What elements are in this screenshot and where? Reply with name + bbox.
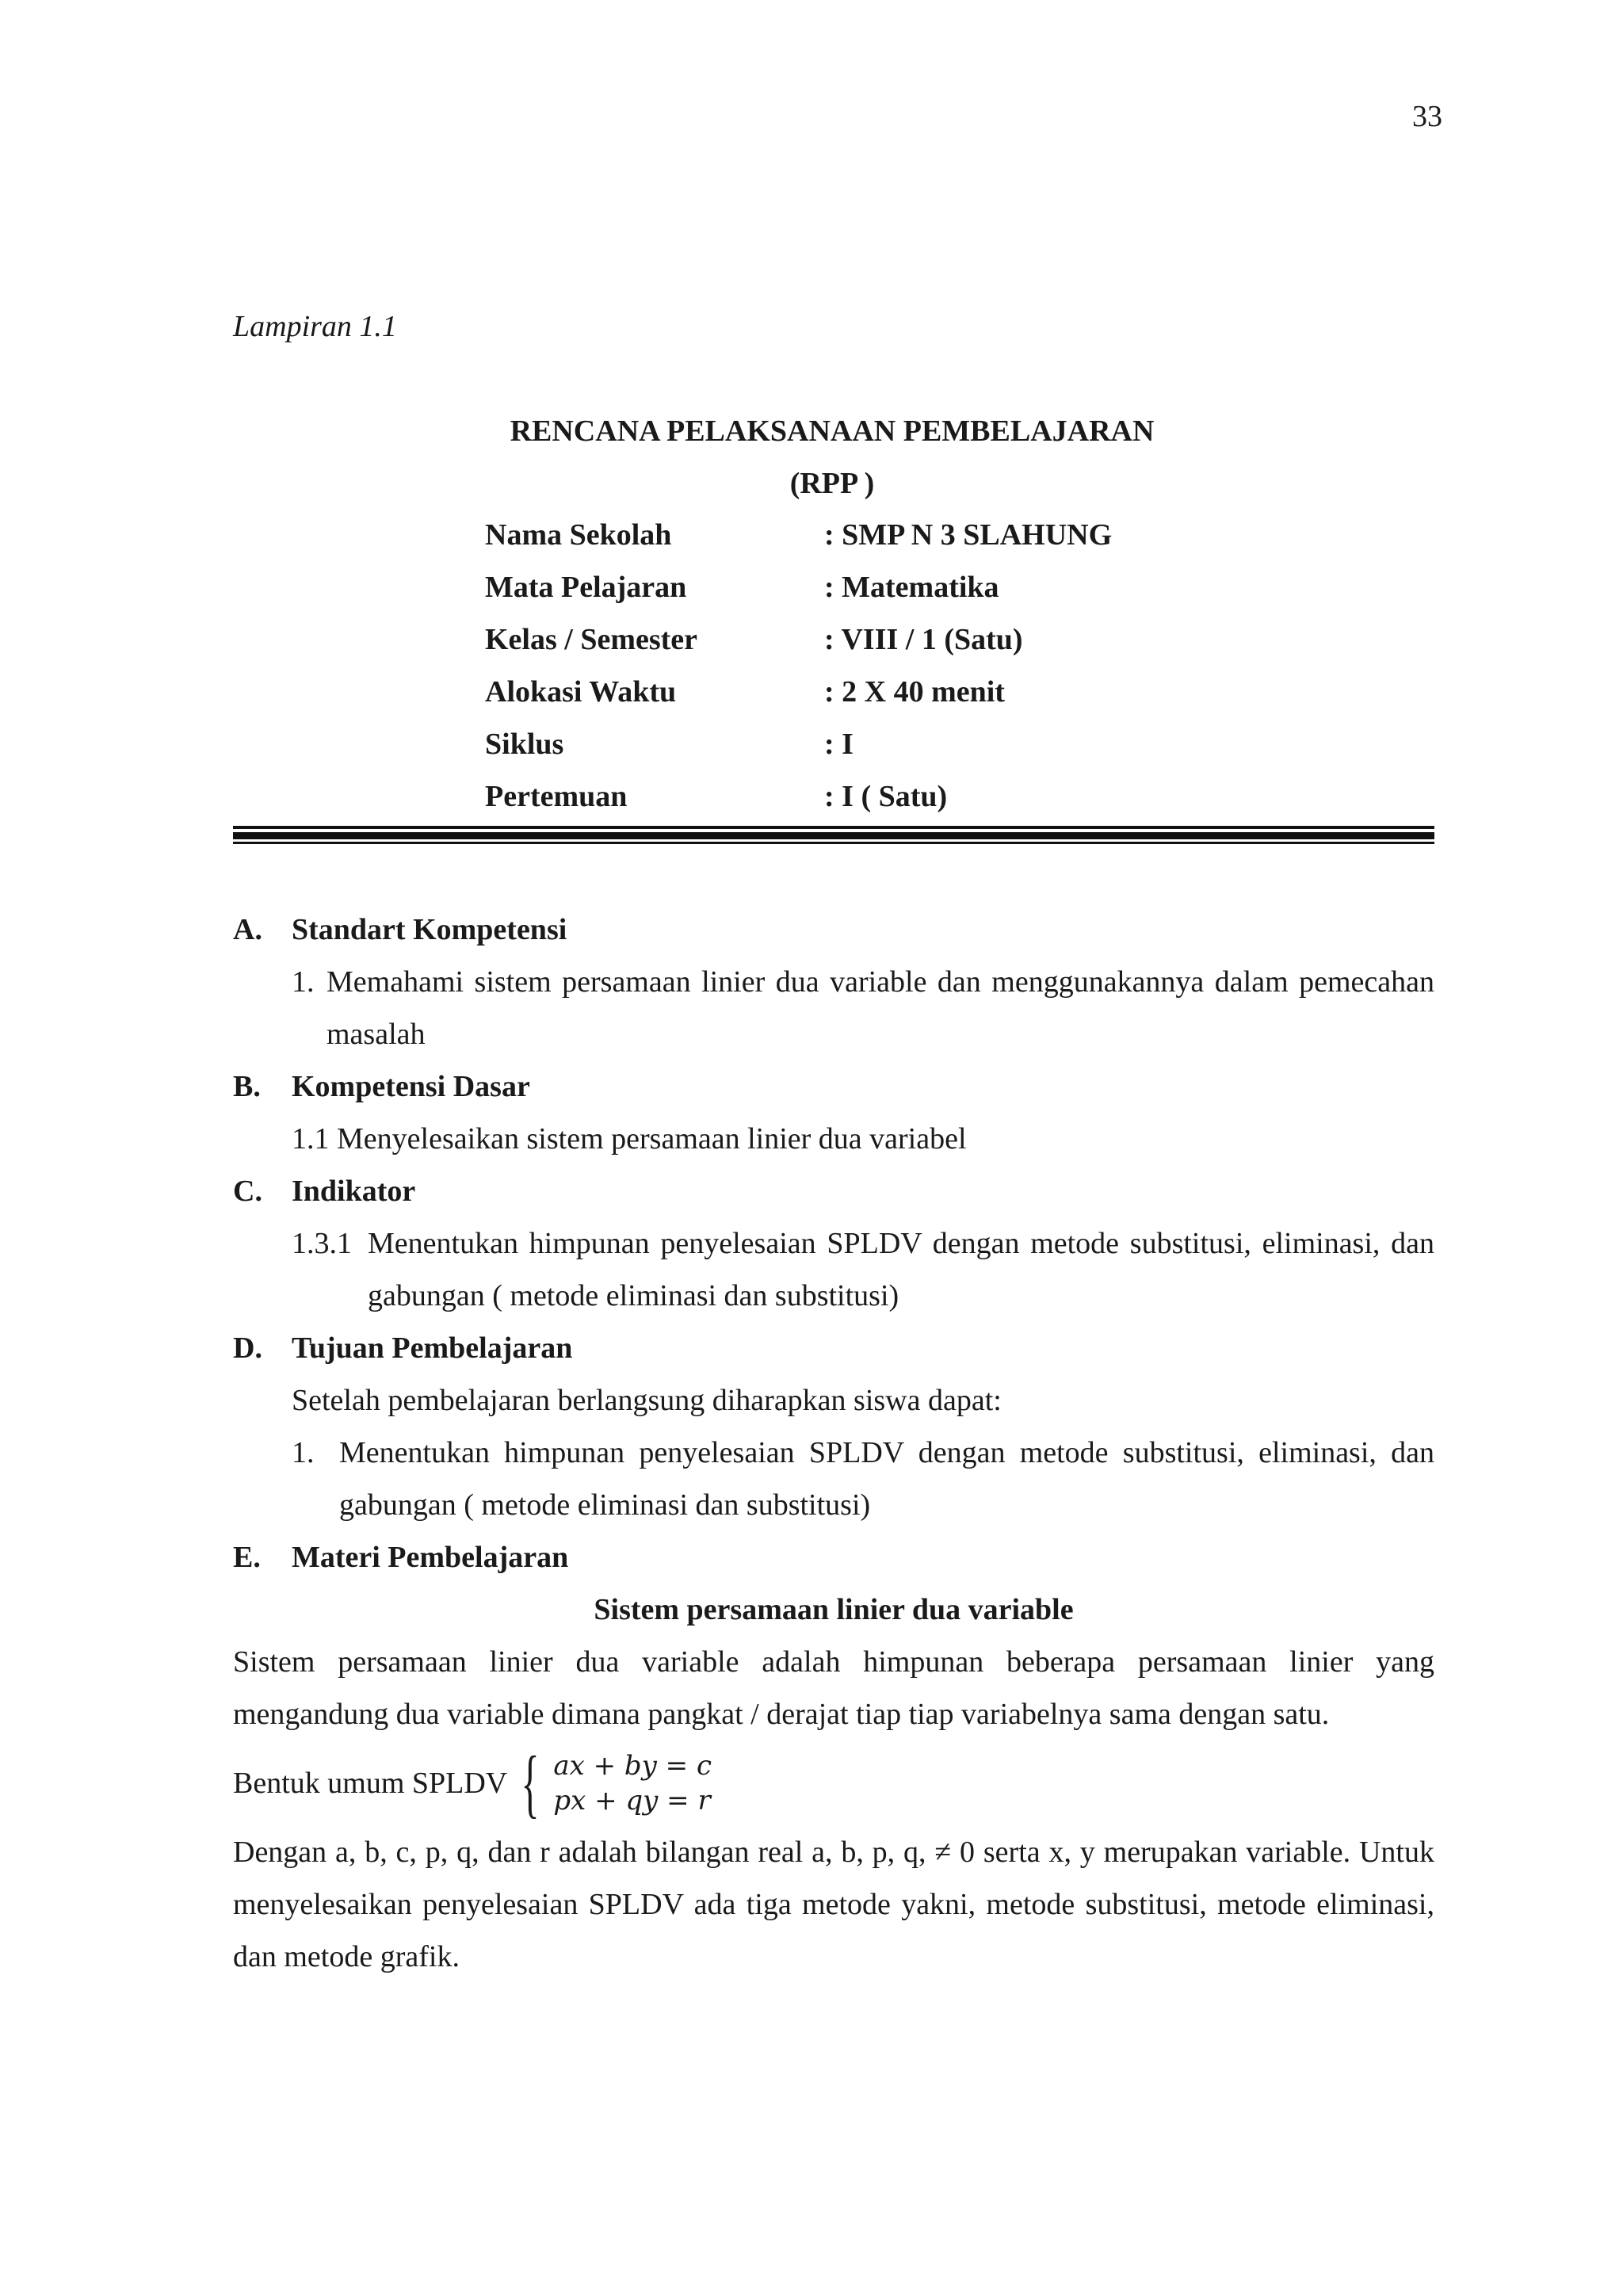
info-value: : I — [824, 728, 854, 761]
section-title: Indikator — [292, 1175, 416, 1208]
section-heading-a — [233, 904, 1434, 956]
info-label: Kelas / Semester — [485, 623, 698, 656]
list-item — [292, 1427, 1434, 1531]
section-title: Materi Pembelajaran — [292, 1541, 569, 1574]
list-item-text: Menentukan himpunan penyelesaian SPLDV dengan metode substitusi, eliminasi, dan gabungan ( metode eliminasi dan substitusi) — [368, 1227, 1434, 1312]
equation-1: ax + by = c — [553, 1750, 712, 1782]
info-value: : I ( Satu) — [824, 780, 948, 813]
info-row-subject — [485, 567, 1112, 620]
list-item-number: 1. — [292, 1436, 315, 1469]
list-item-number: 1. — [292, 965, 315, 999]
info-value: : VIII / 1 (Satu) — [824, 623, 1023, 656]
section-heading-b — [233, 1060, 1434, 1113]
section-title: Tujuan Pembelajaran — [292, 1331, 573, 1365]
info-row-cycle — [485, 724, 1112, 777]
info-label: Nama Sekolah — [485, 518, 672, 552]
material-paragraph: Dengan a, b, c, p, q, dan r adalah bilangan real a, b, p, q, ≠ 0 serta x, y merupakan variable. Untuk menyelesaikan penyelesaian SPLDV ada tiga metode yakni, metode substitusi, metode eliminasi, dan metode grafik. — [233, 1836, 1434, 1973]
info-label: Siklus — [485, 728, 564, 761]
divider-line — [233, 842, 1434, 844]
info-value: : SMP N 3 SLAHUNG — [824, 518, 1113, 552]
list-item — [292, 956, 1434, 1060]
section-letter: B. — [233, 1070, 261, 1103]
list-item-text: Memahami sistem persamaan linier dua variable dan menggunakannya dalam pemecahan masalah — [327, 965, 1434, 1051]
info-value: : Matematika — [824, 571, 999, 604]
list-item-number: 1.3.1 — [292, 1227, 352, 1260]
brace-symbol: { — [521, 1740, 540, 1825]
info-table — [485, 515, 1112, 829]
material-paragraph: Sistem persamaan linier dua variable adalah himpunan beberapa persamaan linier yang mengandung dua variable dimana pangkat / derajat tiap tiap variabelnya sama dengan satu. — [233, 1645, 1434, 1731]
info-row-class — [485, 620, 1112, 672]
general-form-label: Bentuk umum SPLDV — [233, 1767, 508, 1800]
page-number: 33 — [1412, 100, 1442, 133]
info-value: : 2 X 40 menit — [824, 675, 1005, 709]
info-label: Alokasi Waktu — [485, 675, 677, 709]
section-letter: A. — [233, 913, 262, 946]
divider-line — [233, 826, 1434, 829]
material-subtitle: Sistem persamaan linier dua variable — [594, 1593, 1074, 1626]
list-item-text: Menentukan himpunan penyelesaian SPLDV dengan metode substitusi, eliminasi, dan gabungan ( metode eliminasi dan substitusi) — [339, 1436, 1434, 1522]
document-body — [233, 904, 1434, 1983]
equation-system — [553, 1748, 712, 1818]
equation-2: px + qy = r — [553, 1785, 711, 1817]
section-intro: Setelah pembelajaran berlangsung diharapkan siswa dapat: — [292, 1384, 1002, 1417]
section-letter: E. — [233, 1541, 261, 1574]
document-subtitle: (RPP ) — [789, 467, 875, 500]
info-row-meeting — [485, 777, 1112, 829]
section-heading-e — [233, 1531, 1434, 1584]
section-text: 1.1 Menyelesaikan sistem persamaan linier dua variabel — [292, 1122, 967, 1156]
list-item — [292, 1217, 1434, 1322]
info-label: Mata Pelajaran — [485, 571, 687, 604]
section-heading-d — [233, 1322, 1434, 1374]
info-row-time — [485, 672, 1112, 724]
appendix-label: Lampiran 1.1 — [233, 310, 397, 343]
section-title: Standart Kompetensi — [292, 913, 567, 946]
info-row-school — [485, 515, 1112, 567]
general-form — [233, 1740, 1434, 1825]
divider-line — [233, 832, 1434, 839]
section-letter: C. — [233, 1175, 262, 1208]
section-heading-c — [233, 1165, 1434, 1217]
section-title: Kompetensi Dasar — [292, 1070, 530, 1103]
document-title: RENCANA PELAKSANAAN PEMBELAJARAN — [510, 415, 1155, 448]
section-letter: D. — [233, 1331, 262, 1365]
info-label: Pertemuan — [485, 780, 628, 813]
